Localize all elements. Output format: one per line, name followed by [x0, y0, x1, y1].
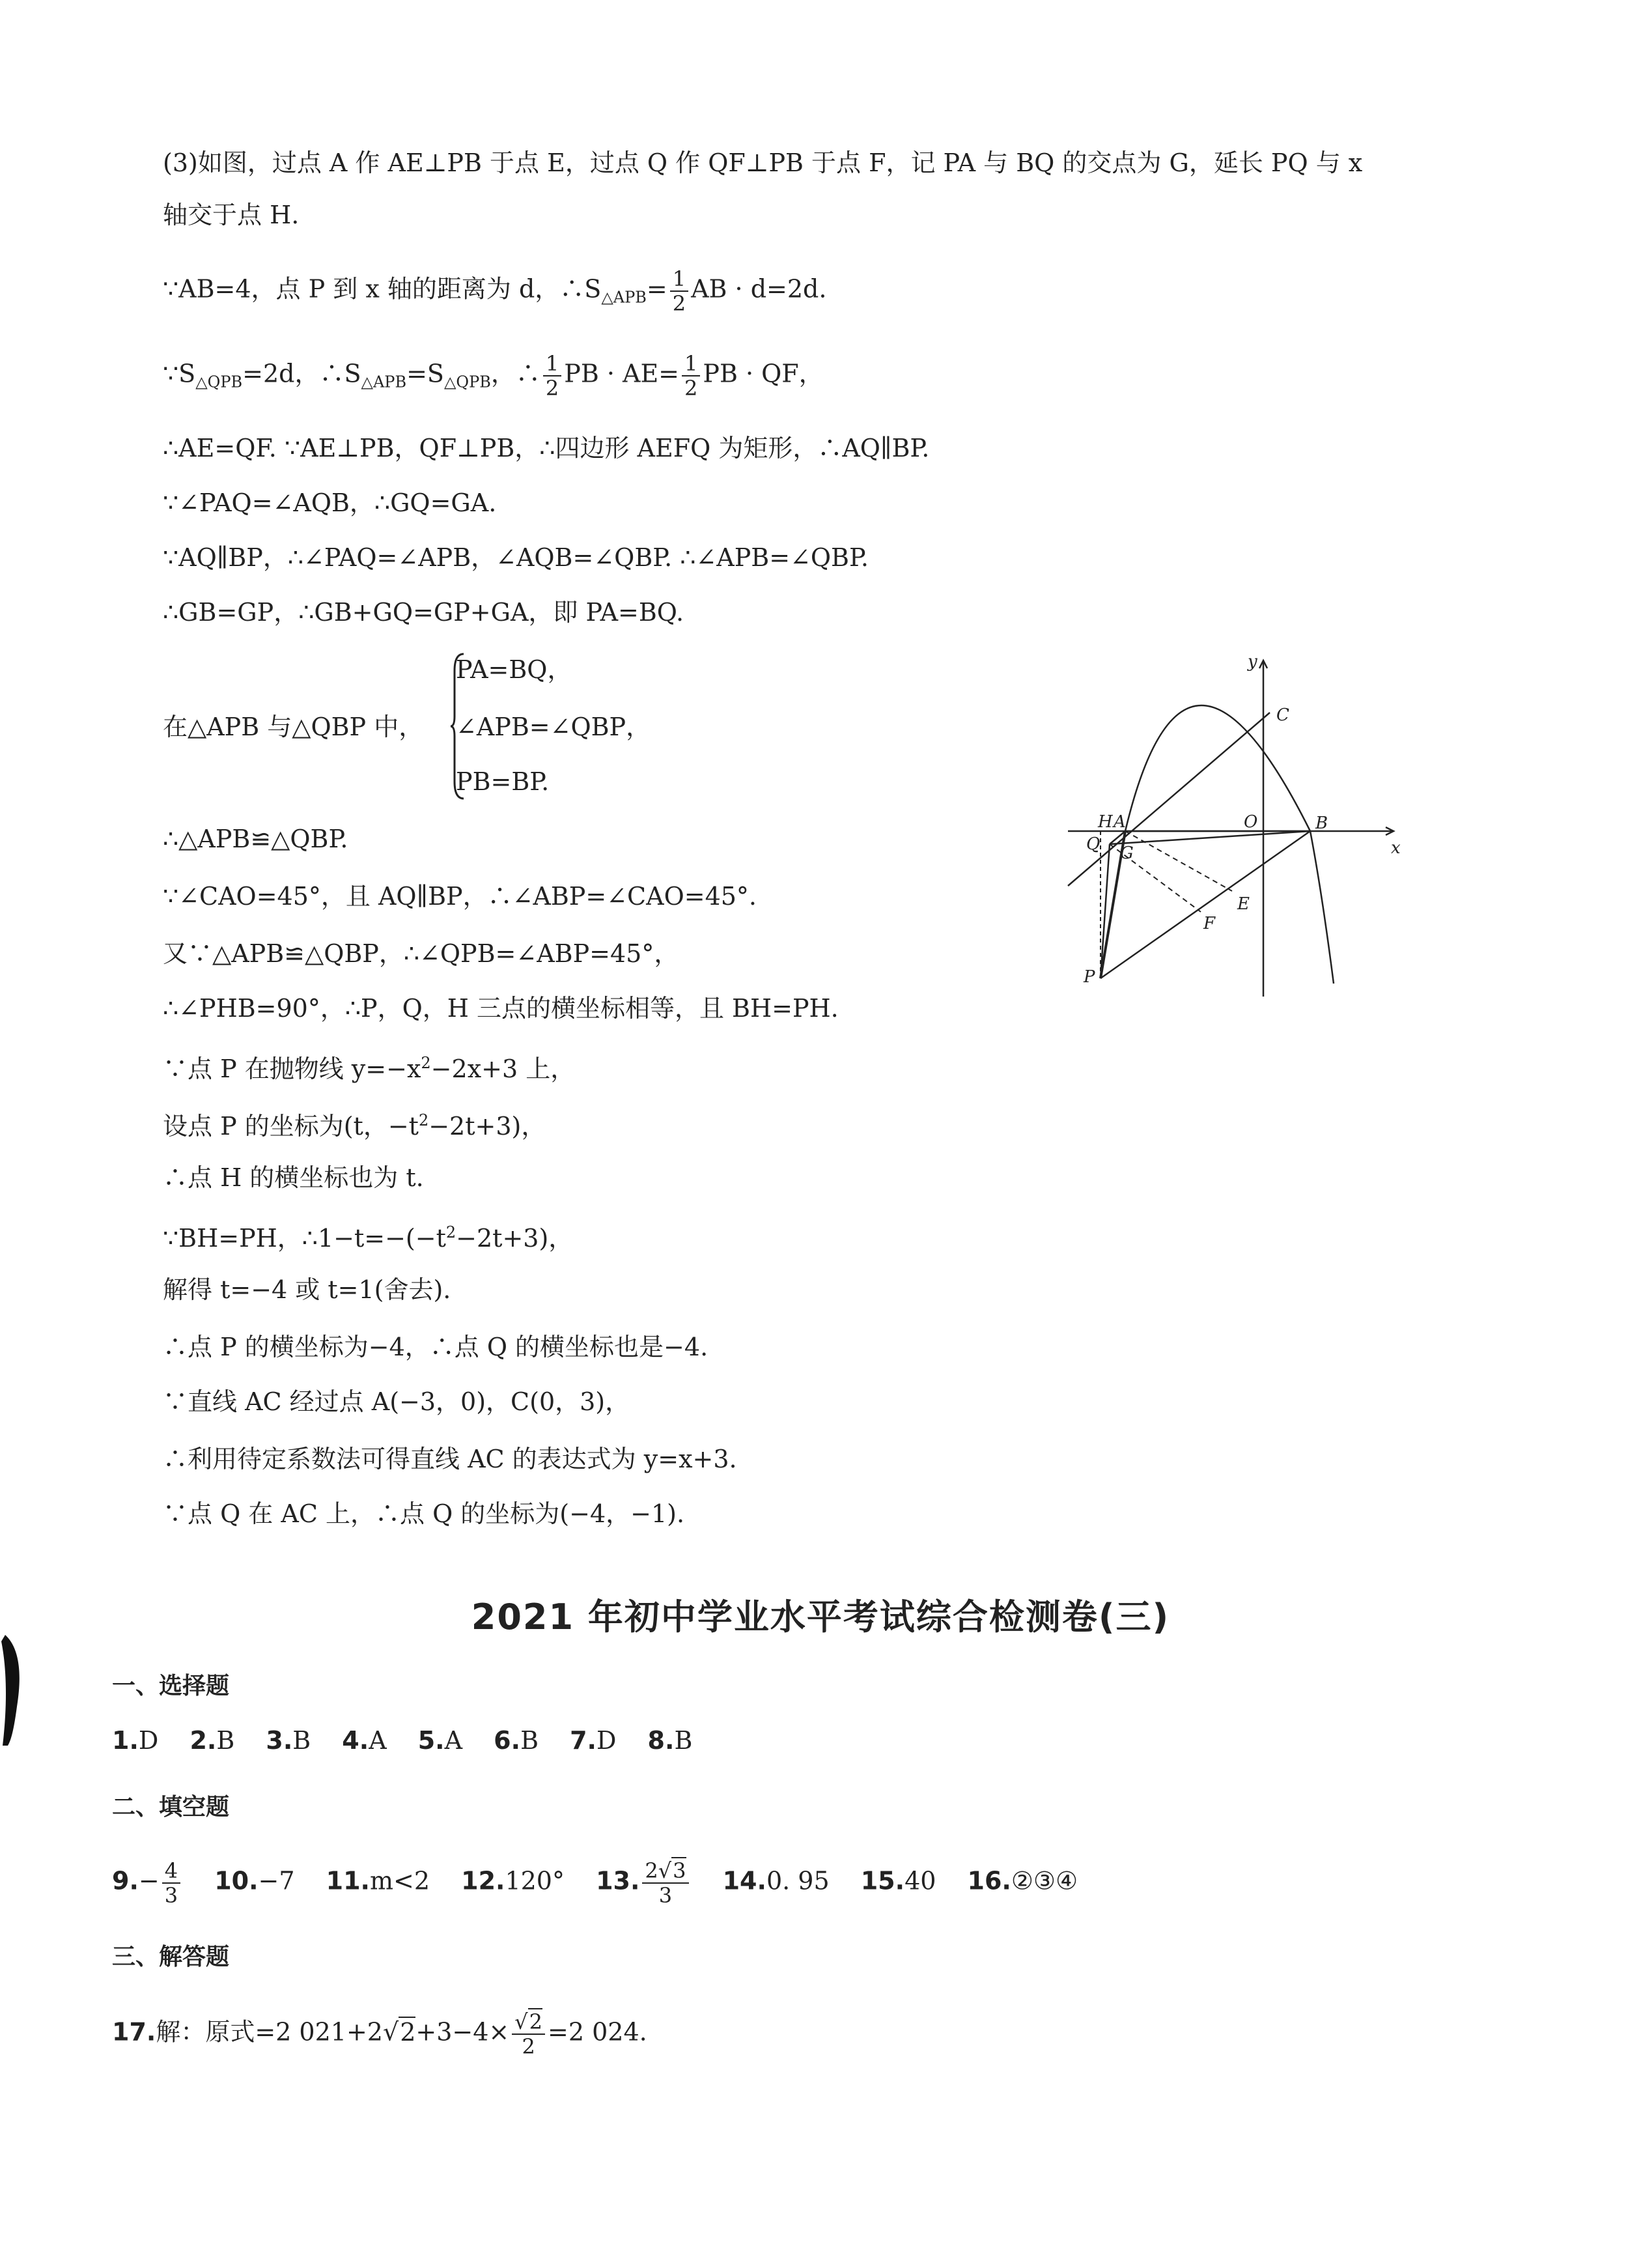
numerator: 4 [162, 1859, 180, 1884]
q-number: 15. [860, 1866, 905, 1895]
text: ，∴ [490, 359, 540, 388]
q-number: 7. [570, 1726, 596, 1755]
section-title-choice: 一、选择题 [112, 1673, 230, 1699]
solution-line-15: ∴点 H 的横坐标也为 t. [163, 1163, 424, 1192]
answer: 120° [505, 1866, 565, 1895]
solution-line-16 [163, 1217, 573, 1254]
solution-line-1a: (3)如图，过点 A 作 AE⊥PB 于点 E，过点 Q 作 QF⊥PB 于点 F，记 PA 与 BQ 的交点为 G，延长 PQ 与 x [163, 149, 1363, 177]
solution-line-20: ∴利用待定系数法可得直线 AC 的表达式为 y=x+3. [163, 1445, 737, 1473]
q-number: 6. [494, 1726, 521, 1755]
q-number: 10. [214, 1866, 259, 1895]
text: −2t+3)， [456, 1224, 574, 1253]
q-number: 13. [596, 1866, 640, 1895]
solution-line-7: ∴GB=GP，∴GB+GQ=GP+GA，即 PA=BQ. [163, 598, 684, 627]
text: PB · QF， [703, 359, 824, 388]
label-G: G [1120, 843, 1134, 863]
fraction [642, 1859, 688, 1907]
denominator: 2 [672, 291, 686, 316]
solution-line-3 [163, 352, 824, 400]
label-H: H [1098, 812, 1113, 832]
system-eq-1: PA=BQ， [456, 655, 572, 684]
label-x: x [1391, 838, 1401, 858]
solution-line-5: ∵∠PAQ=∠AQB，∴GQ=GA. [163, 489, 497, 517]
answer: B [216, 1726, 235, 1755]
solution-line-13 [163, 1047, 575, 1084]
answer: 40 [905, 1866, 936, 1895]
label-O: O [1244, 812, 1258, 832]
text: ∵BH=PH，∴1−t=−(−t [163, 1224, 446, 1253]
solution-line-10: ∵∠CAO=45°，且 AQ∥BP，∴∠ABP=∠CAO=45°. [163, 882, 757, 911]
section-title-solve: 三、解答题 [112, 1944, 230, 1970]
numerator: 1 [682, 352, 700, 376]
binding-mark [0, 1635, 26, 1746]
solution-line-8-prefix: 在△APB 与△QBP 中， [163, 713, 424, 741]
text: = [646, 274, 667, 304]
solution-line-4: ∴AE=QF. ∵AE⊥PB，QF⊥PB，∴四边形 AEFQ 为矩形，∴AQ∥BP. [163, 434, 930, 462]
q-number: 14. [722, 1866, 766, 1895]
q-number: 12. [461, 1866, 505, 1895]
label-C: C [1276, 705, 1289, 725]
answer: D [138, 1726, 159, 1755]
radicand: 2 [400, 2017, 416, 2047]
answer: B [292, 1726, 311, 1755]
text: +3−4× [415, 2017, 510, 2047]
numerator: 1 [543, 352, 561, 376]
superscript: 2 [421, 1054, 431, 1072]
q-number: 11. [326, 1866, 370, 1895]
fraction [682, 352, 700, 400]
solution-line-21: ∵点 Q 在 AC 上，∴点 Q 的坐标为(−4，−1). [163, 1499, 685, 1528]
text: ∵S [163, 359, 196, 388]
q-number: 9. [112, 1866, 139, 1895]
answer: B [520, 1726, 539, 1755]
label-y: y [1248, 652, 1257, 672]
fraction [162, 1859, 180, 1907]
text: ∵点 P 在抛物线 y=−x [163, 1055, 421, 1083]
q-number: 3. [266, 1726, 293, 1755]
q-number: 17. [112, 2017, 156, 2047]
numerator: 1 [670, 267, 688, 292]
label-A: A [1114, 812, 1126, 832]
text: 设点 P 的坐标为(t，−t [163, 1112, 419, 1141]
answer: 0. 95 [766, 1866, 830, 1895]
answer: −7 [258, 1866, 295, 1895]
numerator: 2√3 [642, 1859, 688, 1884]
coefficient: 2 [645, 1858, 658, 1883]
solution-line-2 [163, 267, 826, 315]
solution-line-11: 又∵△APB≌△QBP，∴∠QPB=∠ABP=45°， [163, 939, 679, 968]
answer: D [596, 1726, 617, 1755]
radicand: 2 [529, 2009, 543, 2034]
subscript: △APB [601, 288, 647, 307]
subscript: △QPB [195, 373, 243, 391]
text: =2 024. [548, 2017, 647, 2047]
answer: m<2 [369, 1866, 430, 1895]
denominator: 2 [684, 376, 698, 401]
solution-line-12: ∴∠PHB=90°，∴P，Q，H 三点的横坐标相等，且 BH=PH. [163, 994, 839, 1023]
label-B: B [1315, 814, 1328, 833]
text: 解：原式=2 021+2 [156, 2017, 383, 2047]
solution-line-19: ∵直线 AC 经过点 A(−3，0)，C(0，3)， [163, 1387, 630, 1416]
denominator: 2 [545, 376, 559, 401]
fraction [543, 352, 561, 400]
solution-line-6: ∵AQ∥BP，∴∠PAQ=∠APB，∠AQB=∠QBP. ∴∠APB=∠QBP. [163, 543, 869, 572]
radicand: 3 [673, 1858, 686, 1883]
subscript: △QPB [443, 373, 491, 391]
label-P: P [1084, 967, 1095, 987]
q-number: 8. [647, 1726, 675, 1755]
label-E: E [1237, 894, 1250, 914]
text: PB · AE= [564, 359, 680, 388]
segment-QB [1110, 831, 1310, 844]
text: =S [406, 359, 444, 388]
denominator: 3 [658, 1883, 673, 1908]
answer: B [674, 1726, 693, 1755]
solution-line-17: 解得 t=−4 或 t=1(舍去). [163, 1275, 451, 1304]
solution-line-14 [163, 1105, 546, 1142]
answer: ②③④ [1011, 1866, 1078, 1895]
superscript: 2 [445, 1223, 456, 1241]
choice-answers [112, 1725, 692, 1756]
q-number: 5. [417, 1726, 445, 1755]
solution-line-18: ∴点 P 的横坐标为−4，∴点 Q 的横坐标也是−4. [163, 1333, 708, 1361]
geometry-diagram [1055, 645, 1420, 1010]
numerator: √2 [512, 2010, 545, 2035]
q-number: 16. [967, 1866, 1011, 1895]
label-F: F [1203, 914, 1216, 933]
text: ∵AB=4，点 P 到 x 轴的距离为 d，∴S [163, 274, 602, 304]
denominator: 2 [522, 2034, 535, 2059]
system-eq-2: ∠APB=∠QBP， [456, 713, 651, 741]
text: =2d，∴S [242, 359, 361, 388]
subscript: △APB [361, 373, 407, 391]
label-Q: Q [1086, 834, 1101, 854]
answer: A [369, 1726, 387, 1755]
q-number: 2. [189, 1726, 217, 1755]
exam-title: 2021 年初中学业水平考试综合检测卷(三) [471, 1596, 1170, 1637]
fraction [670, 267, 688, 315]
q-number: 4. [342, 1726, 369, 1755]
denominator: 3 [164, 1883, 178, 1908]
answer: A [444, 1726, 463, 1755]
section-title-fill: 二、填空题 [112, 1794, 230, 1821]
solution-line-9: ∴△APB≌△QBP. [163, 825, 348, 853]
answer: − [138, 1866, 160, 1895]
fill-answers [112, 1859, 1078, 1907]
fraction [512, 2010, 545, 2058]
text: −2x+3 上， [430, 1055, 576, 1083]
superscript: 2 [418, 1111, 429, 1129]
q17-answer: 17.解：原式=2 021+2√2+3−4× $\frac{√2}{2}$ =2 024. [112, 2009, 647, 2059]
solution-line-1b: 轴交于点 H. [163, 201, 300, 229]
line-AC [1068, 713, 1270, 886]
text: −2t+3)， [428, 1112, 546, 1141]
system-eq-3: PB=BP. [456, 767, 550, 796]
text: AB · d=2d. [691, 274, 827, 304]
q-number: 1. [112, 1726, 139, 1755]
